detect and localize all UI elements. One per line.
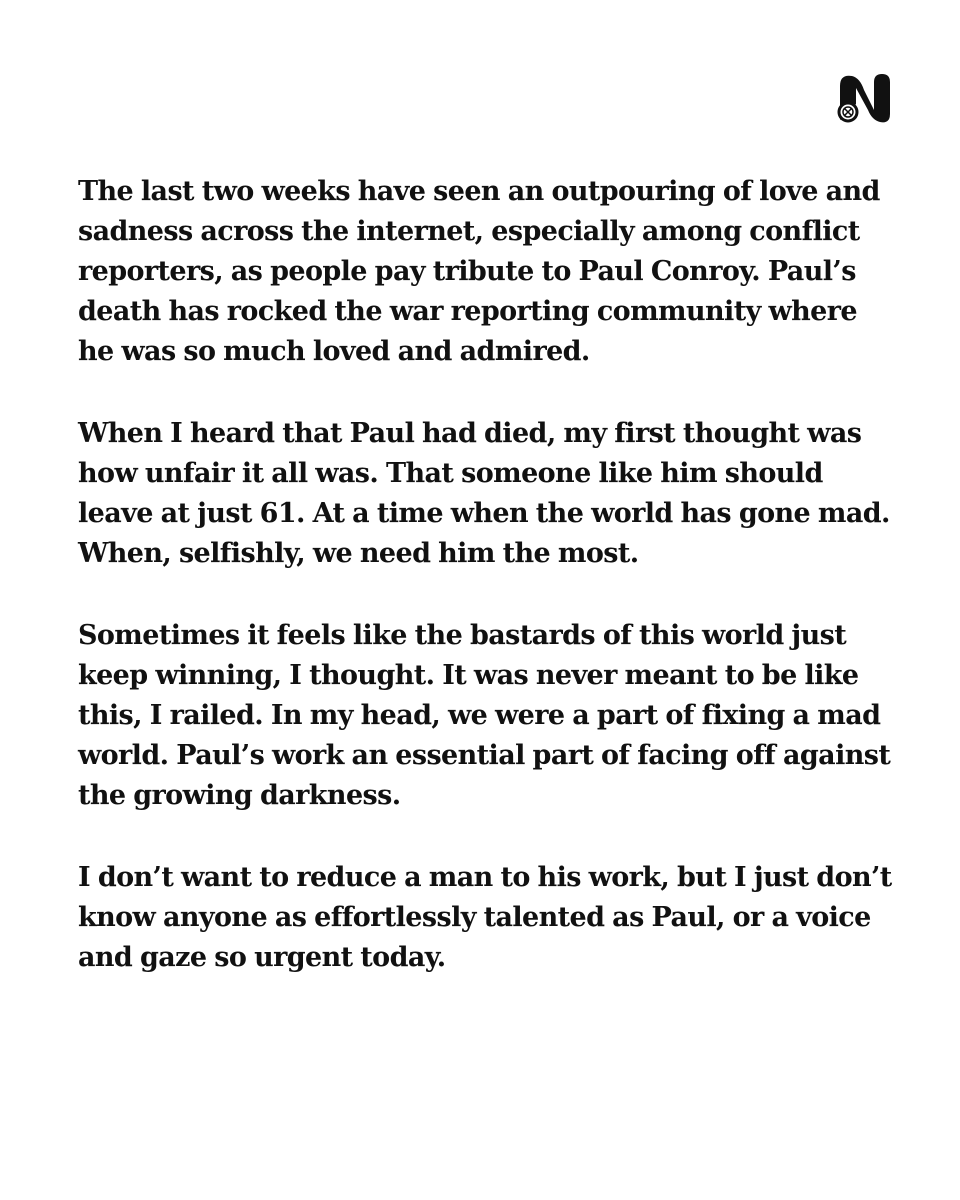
- n-brand-logo-icon: [834, 70, 894, 126]
- paragraph-3: Sometimes it feels like the bastards of this world just keep winning, I thought. It was never meant to be like this, I railed. In my head, we were a part of fixing a mad world. Paul’s work an essential part of facing off against the growing darkness.: [78, 620, 891, 811]
- paragraph-2: When I heard that Paul had died, my first thought was how unfair it all was. That someone like him should leave at just 61. At a time when the world has gone mad. When, selfishly, we need him the most.: [78, 418, 890, 569]
- article-body: [78, 172, 900, 1020]
- paragraph-4: I don’t want to reduce a man to his work, but I just don’t know anyone as effortlessly talented as Paul, or a voice and gaze so urgent today.: [78, 862, 892, 973]
- paragraph-1: The last two weeks have seen an outpouring of love and sadness across the internet, especially among conflict reporters, as people pay tribute to Paul Conroy. Paul’s death has rocked the war reporting community where he was so much loved and admired.: [78, 176, 880, 367]
